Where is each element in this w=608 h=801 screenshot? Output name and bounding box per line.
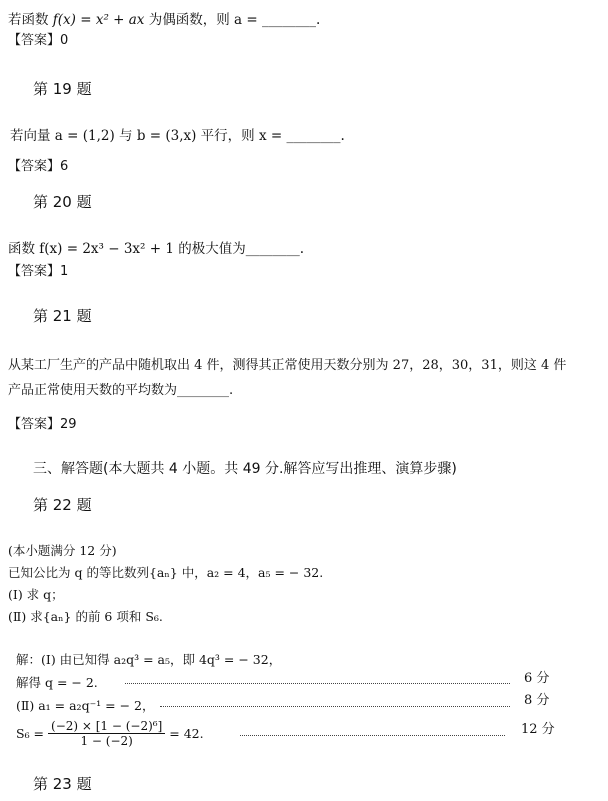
q22-score-1: 6 分	[524, 671, 550, 686]
q18-answer	[8, 29, 68, 48]
q18-question-prefix: 若函数	[8, 12, 53, 28]
q19-answer-label: 【答案】	[8, 159, 61, 174]
q21-question-line2: 产品正常使用天数的平均数为________.	[8, 383, 234, 398]
q21-question-line1: 从某工厂生产的产品中随机取出 4 件，测得其正常使用天数分别为 27，28，30，31，则这 4 件	[8, 358, 567, 373]
q22-solution-s6	[16, 719, 204, 748]
q19-answer-value: 6	[60, 159, 69, 174]
q19-heading: 第 19 题	[33, 80, 92, 98]
q23-heading: 第 23 题	[33, 775, 92, 793]
q20-answer-label: 【答案】	[8, 264, 61, 279]
q22-solution-line3: (Ⅱ) a₁ = a₂q⁻¹ = − 2，	[16, 698, 155, 713]
s6-fraction-denominator: 1 − (−2)	[80, 734, 133, 748]
section3-title: 三、解答题(本大题共 4 小题。共 49 分.解答应写出推理、演算步骤)	[33, 461, 457, 477]
q21-answer-value: 29	[60, 417, 77, 432]
s6-result: = 42.	[169, 726, 204, 741]
q22-problem-statement: 已知公比为 q 的等比数列{aₙ} 中，a₂ = 4，a₅ = − 32.	[8, 565, 324, 580]
dot-leader-2	[160, 706, 510, 707]
s6-label: S₆ =	[16, 726, 45, 741]
q20-answer-value: 1	[60, 264, 69, 279]
q19-question: 若向量 a = (1,2) 与 b = (3,x) 平行，则 x = ________.	[10, 128, 345, 144]
q22-score-2: 8 分	[524, 693, 550, 708]
q22-score-3: 12 分	[521, 722, 555, 737]
q20-answer	[8, 260, 68, 279]
q22-heading: 第 22 题	[33, 496, 92, 514]
dot-leader-3	[240, 735, 505, 736]
q21-answer-label: 【答案】	[8, 417, 61, 432]
dot-leader-1	[125, 683, 510, 684]
s6-fraction	[48, 719, 165, 748]
q22-part2: (Ⅱ) 求{aₙ} 的前 6 项和 S₆.	[8, 609, 163, 624]
q18-question-math: f(x) = x² + ax	[52, 12, 145, 28]
q22-part1: (Ⅰ) 求 q；	[8, 587, 64, 602]
q20-question: 函数 f(x) = 2x³ − 3x² + 1 的极大值为________.	[8, 241, 305, 257]
q22-solution-line1: 解：(Ⅰ) 由已知得 a₂q³ = a₅，即 4q³ = − 32，	[16, 652, 282, 667]
q18-answer-label: 【答案】	[8, 33, 61, 48]
q18-question-suffix: 为偶函数，则 a = ________.	[144, 12, 321, 28]
q21-heading: 第 21 题	[33, 307, 92, 325]
q22-score-note: (本小题满分 12 分)	[8, 543, 117, 558]
q20-heading: 第 20 题	[33, 193, 92, 211]
q18-answer-value: 0	[60, 33, 69, 48]
s6-fraction-numerator: (−2) × [1 − (−2)⁶]	[48, 719, 165, 734]
q18-question	[8, 8, 320, 28]
q19-answer	[8, 155, 68, 174]
q22-solution-line2: 解得 q = − 2.	[16, 675, 98, 690]
q21-answer	[8, 413, 77, 432]
